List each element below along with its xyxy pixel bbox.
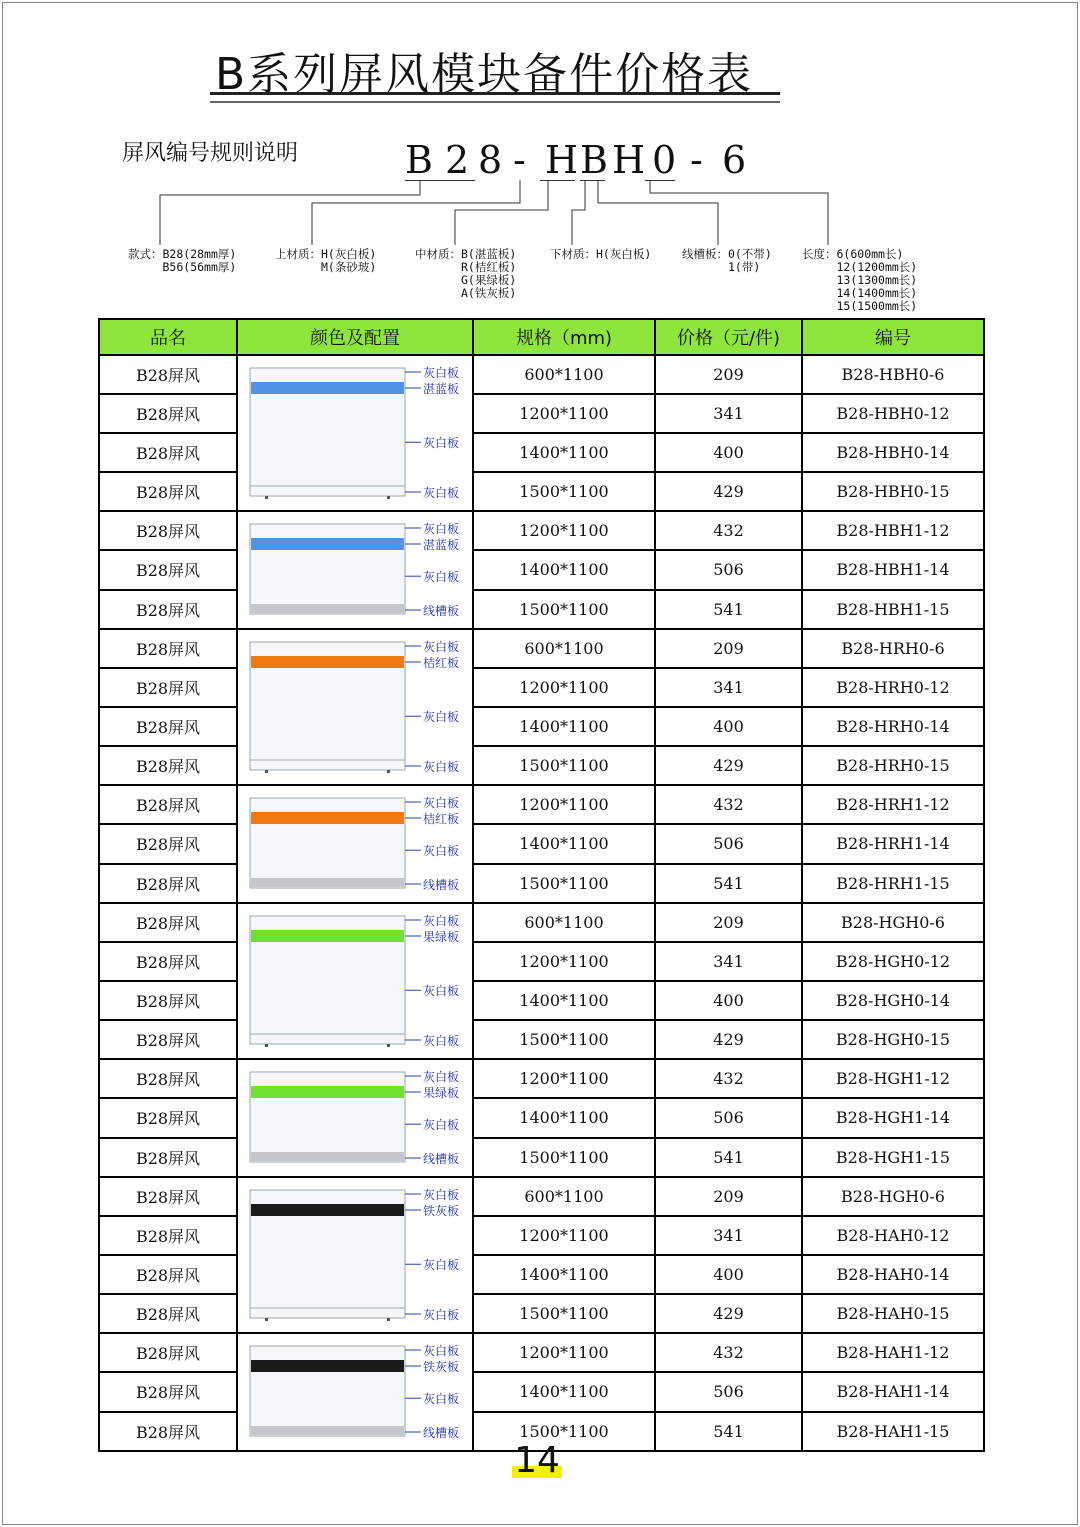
cell-price: 209: [655, 629, 802, 668]
cell-name: B28屏风: [99, 1098, 237, 1137]
cell-price: 400: [655, 433, 802, 472]
panel-label: 灰白板: [423, 640, 460, 654]
panel-label: 线槽板: [423, 1426, 460, 1440]
table-row: [99, 707, 984, 746]
cell-code: B28-HGH0-12: [802, 942, 984, 981]
panel-label: 灰白板: [423, 1392, 460, 1407]
cell-price: 341: [655, 668, 802, 707]
cell-spec: 1500*1100: [473, 1412, 655, 1451]
panel-foot: [387, 496, 390, 499]
table-row: [99, 1098, 984, 1137]
panel-diagram: [238, 1334, 472, 1450]
cell-code: B28-HBH0-15: [802, 472, 984, 511]
cell-price: 541: [655, 1412, 802, 1451]
table-row: [99, 981, 984, 1020]
panel-body: [250, 524, 405, 614]
code-char: 0: [652, 138, 677, 182]
cell-name: B28屏风: [99, 1020, 237, 1059]
cell-name: B28屏风: [99, 1255, 237, 1294]
panel-body: [250, 1346, 405, 1436]
panel-foot: [265, 1044, 268, 1047]
panel-diagram: [238, 512, 472, 628]
cell-name: B28屏风: [99, 1412, 237, 1451]
table-row: [99, 394, 984, 433]
panel-foot: [265, 770, 268, 773]
table-row: [99, 590, 984, 629]
cell-spec: 1400*1100: [473, 1098, 655, 1137]
cell-code: B28-HAH0-14: [802, 1255, 984, 1294]
panel-label: 灰白板: [423, 486, 460, 500]
table-row: [99, 942, 984, 981]
cell-code: B28-HGH0-15: [802, 1020, 984, 1059]
cell-spec: 1500*1100: [473, 590, 655, 629]
cell-price: 429: [655, 472, 802, 511]
cell-code: B28-HBH0-14: [802, 433, 984, 472]
cell-code: B28-HBH1-14: [802, 550, 984, 589]
cell-price: 400: [655, 1255, 802, 1294]
cell-name: B28屏风: [99, 864, 237, 903]
cell-spec: 1500*1100: [473, 746, 655, 785]
panel-label: 果绿板: [423, 1086, 460, 1100]
table-row: [99, 746, 984, 785]
cell-price: 541: [655, 590, 802, 629]
cell-code: B28-HBH0-12: [802, 394, 984, 433]
page-number: [512, 1440, 562, 1480]
panel-middle-band: [251, 382, 404, 394]
cell-price: 506: [655, 824, 802, 863]
cell-name: B28屏风: [99, 1059, 237, 1098]
cell-price: 432: [655, 511, 802, 550]
code-char: -: [513, 138, 526, 182]
cell-name: B28屏风: [99, 981, 237, 1020]
panel-foot: [387, 1044, 390, 1047]
cell-code: B28-HGH1-15: [802, 1138, 984, 1177]
cell-spec: 1200*1100: [473, 394, 655, 433]
cell-spec: 1200*1100: [473, 1059, 655, 1098]
panel-label: 灰白板: [423, 522, 460, 536]
panel-config-cell: [237, 1059, 473, 1177]
panel-label: 灰白板: [423, 570, 460, 585]
code-char: 2: [445, 138, 470, 182]
cell-code: B28-HRH0-14: [802, 707, 984, 746]
cell-code: B28-HAH0-12: [802, 1216, 984, 1255]
panel-label: 灰白板: [423, 760, 460, 774]
cell-spec: 600*1100: [473, 355, 655, 394]
table-row: [99, 824, 984, 863]
panel-config-cell: [237, 355, 473, 511]
table-row: [99, 864, 984, 903]
cell-name: B28屏风: [99, 590, 237, 629]
panel-body: [250, 798, 405, 888]
cell-spec: 1400*1100: [473, 1255, 655, 1294]
panel-trough: [251, 604, 404, 613]
cell-spec: 1500*1100: [473, 1138, 655, 1177]
cell-code: B28-HAH1-14: [802, 1372, 984, 1411]
cell-price: 506: [655, 550, 802, 589]
panel-trough: [251, 1152, 404, 1161]
panel-label: 灰白板: [423, 366, 460, 380]
panel-label: 灰白板: [423, 1034, 460, 1048]
cell-code: B28-HRH0-6: [802, 629, 984, 668]
panel-foot: [387, 770, 390, 773]
cell-name: B28屏风: [99, 903, 237, 942]
panel-label: 灰白板: [423, 844, 460, 859]
table-row: [99, 1255, 984, 1294]
table-row: [99, 1020, 984, 1059]
cell-name: B28屏风: [99, 668, 237, 707]
panel-diagram: [238, 1178, 472, 1332]
panel-label: 灰白板: [423, 1188, 460, 1202]
legend-item: 款式：B28(28mm厚) B56(56mm厚): [128, 247, 237, 274]
panel-trough: [251, 878, 404, 887]
panel-label: 灰白板: [423, 710, 460, 725]
table-row: [99, 1138, 984, 1177]
panel-config-cell: [237, 1177, 473, 1333]
legend-item: 中材质：B(湛蓝板) R(桔红板) G(果绿板) A(铁灰板): [415, 247, 517, 300]
header-price: 价格（元/件): [655, 319, 802, 355]
panel-body: [250, 1072, 405, 1162]
cell-price: 541: [655, 1138, 802, 1177]
panel-config-cell: [237, 903, 473, 1059]
cell-spec: 1500*1100: [473, 1294, 655, 1333]
cell-price: 209: [655, 1177, 802, 1216]
panel-label: 线槽板: [423, 878, 460, 892]
panel-label: 果绿板: [423, 930, 460, 944]
cell-spec: 1400*1100: [473, 981, 655, 1020]
cell-spec: 1500*1100: [473, 1020, 655, 1059]
cell-price: 429: [655, 746, 802, 785]
cell-price: 432: [655, 785, 802, 824]
cell-code: B28-HGH0-14: [802, 981, 984, 1020]
cell-spec: 1500*1100: [473, 472, 655, 511]
table-row: [99, 550, 984, 589]
cell-code: B28-HAH1-12: [802, 1333, 984, 1372]
cell-name: B28屏风: [99, 1294, 237, 1333]
panel-diagram: [238, 786, 472, 902]
code-char: -: [690, 138, 703, 182]
panel-label: 灰白板: [423, 1308, 460, 1322]
cell-price: 341: [655, 1216, 802, 1255]
table-row: [99, 903, 984, 942]
cell-name: B28屏风: [99, 550, 237, 589]
table-row: [99, 629, 984, 668]
panel-label: 桔红板: [423, 812, 460, 826]
panel-label: 灰白板: [423, 1258, 460, 1273]
legend-item: 线槽板：0(不带) 1(带): [682, 247, 772, 274]
panel-foot: [387, 1318, 390, 1321]
cell-price: 541: [655, 864, 802, 903]
cell-name: B28屏风: [99, 394, 237, 433]
cell-name: B28屏风: [99, 942, 237, 981]
page-title: B系列屏风模块备件价格表: [215, 49, 754, 100]
table-row: [99, 511, 984, 550]
cell-code: B28-HBH1-15: [802, 590, 984, 629]
panel-middle-band: [251, 930, 404, 942]
cell-spec: 600*1100: [473, 629, 655, 668]
table-row: [99, 433, 984, 472]
cell-price: 400: [655, 707, 802, 746]
cell-name: B28屏风: [99, 433, 237, 472]
panel-config-cell: [237, 511, 473, 629]
cell-name: B28屏风: [99, 707, 237, 746]
panel-label: 铁灰板: [423, 1204, 460, 1218]
panel-diagram: [238, 356, 472, 510]
cell-name: B28屏风: [99, 1372, 237, 1411]
cell-code: B28-HAH0-15: [802, 1294, 984, 1333]
table-row: [99, 1333, 984, 1372]
cell-spec: 1400*1100: [473, 824, 655, 863]
panel-trough: [251, 1426, 404, 1435]
cell-price: 341: [655, 942, 802, 981]
cell-spec: 1200*1100: [473, 785, 655, 824]
legend-item: 下材质：H(灰白板): [550, 247, 652, 261]
panel-label: 铁灰板: [423, 1360, 460, 1374]
panel-label: 线槽板: [423, 604, 460, 618]
table-row: [99, 1216, 984, 1255]
cell-code: B28-HRH0-15: [802, 746, 984, 785]
header-spec: 规格（mm): [473, 319, 655, 355]
panel-middle-band: [251, 538, 404, 550]
price-table: [98, 318, 985, 1452]
code-char: H: [545, 138, 579, 182]
cell-name: B28屏风: [99, 472, 237, 511]
header-code: 编号: [802, 319, 984, 355]
panel-label: 灰白板: [423, 1118, 460, 1133]
legend-item: 长度：6(600mm长) 12(1200mm长) 13(1300mm长) 14(1400mm长) 15(1500mm长): [802, 247, 918, 313]
table-row: [99, 355, 984, 394]
cell-code: B28-HBH1-12: [802, 511, 984, 550]
table-row: [99, 1372, 984, 1411]
cell-price: 432: [655, 1059, 802, 1098]
panel-label: 桔红板: [423, 656, 460, 670]
panel-middle-band: [251, 1204, 404, 1216]
code-char: B: [405, 138, 433, 182]
table-header-row: [99, 319, 984, 355]
cell-price: 429: [655, 1294, 802, 1333]
cell-price: 506: [655, 1372, 802, 1411]
panel-config-cell: [237, 785, 473, 903]
cell-name: B28屏风: [99, 355, 237, 394]
panel-config-cell: [237, 629, 473, 785]
table-row: [99, 472, 984, 511]
cell-spec: 1200*1100: [473, 511, 655, 550]
cell-price: 341: [655, 394, 802, 433]
cell-name: B28屏风: [99, 1177, 237, 1216]
code-rule-heading: 屏风编号规则说明: [122, 141, 299, 166]
cell-price: 432: [655, 1333, 802, 1372]
panel-middle-band: [251, 812, 404, 824]
cell-name: B28屏风: [99, 746, 237, 785]
cell-price: 506: [655, 1098, 802, 1137]
cell-spec: 1200*1100: [473, 942, 655, 981]
cell-code: B28-HAH1-15: [802, 1412, 984, 1451]
panel-middle-band: [251, 1360, 404, 1372]
panel-diagram: [238, 630, 472, 784]
panel-foot: [265, 1318, 268, 1321]
legend-item: 上材质：H(灰白板) M(条砂玻): [275, 247, 377, 274]
cell-code: B28-HGH0-6: [802, 1177, 984, 1216]
table-row: [99, 1177, 984, 1216]
cell-spec: 1400*1100: [473, 433, 655, 472]
cell-name: B28屏风: [99, 1216, 237, 1255]
cell-name: B28屏风: [99, 511, 237, 550]
panel-label: 湛蓝板: [423, 382, 460, 396]
cell-spec: 1400*1100: [473, 550, 655, 589]
cell-price: 209: [655, 903, 802, 942]
cell-spec: 1200*1100: [473, 1333, 655, 1372]
cell-code: B28-HBH0-6: [802, 355, 984, 394]
cell-spec: 1500*1100: [473, 864, 655, 903]
cell-code: B28-HRH1-14: [802, 824, 984, 863]
cell-code: B28-HRH0-12: [802, 668, 984, 707]
panel-diagram: [238, 1060, 472, 1176]
panel-label: 灰白板: [423, 914, 460, 928]
cell-code: B28-HRH1-15: [802, 864, 984, 903]
cell-spec: 600*1100: [473, 903, 655, 942]
panel-diagram: [238, 904, 472, 1058]
cell-price: 429: [655, 1020, 802, 1059]
cell-name: B28屏风: [99, 824, 237, 863]
cell-spec: 1400*1100: [473, 1372, 655, 1411]
panel-label: 湛蓝板: [423, 538, 460, 552]
cell-name: B28屏风: [99, 785, 237, 824]
cell-code: B28-HGH1-12: [802, 1059, 984, 1098]
table-row: [99, 1059, 984, 1098]
cell-spec: 600*1100: [473, 1177, 655, 1216]
cell-name: B28屏风: [99, 1333, 237, 1372]
code-char: 6: [722, 138, 747, 182]
cell-code: B28-HGH1-14: [802, 1098, 984, 1137]
panel-label: 线槽板: [423, 1152, 460, 1166]
panel-label: 灰白板: [423, 1070, 460, 1084]
cell-code: B28-HGH0-6: [802, 903, 984, 942]
panel-label: 灰白板: [423, 436, 460, 451]
panel-config-cell: [237, 1333, 473, 1451]
table-row: [99, 1294, 984, 1333]
panel-foot: [265, 496, 268, 499]
header-name: 品名: [99, 319, 237, 355]
panel-label: 灰白板: [423, 1344, 460, 1358]
cell-name: B28屏风: [99, 1138, 237, 1177]
cell-price: 400: [655, 981, 802, 1020]
code-char: 8: [478, 138, 503, 182]
code-char: H: [612, 138, 646, 182]
cell-code: B28-HRH1-12: [802, 785, 984, 824]
cell-price: 209: [655, 355, 802, 394]
panel-middle-band: [251, 656, 404, 668]
cell-spec: 1200*1100: [473, 668, 655, 707]
header-config: 颜色及配置: [237, 319, 473, 355]
panel-middle-band: [251, 1086, 404, 1098]
cell-spec: 1400*1100: [473, 707, 655, 746]
code-char: B: [580, 138, 608, 182]
page-number-text: 14: [514, 1440, 560, 1481]
table-row: [99, 785, 984, 824]
panel-label: 灰白板: [423, 796, 460, 810]
panel-label: 灰白板: [423, 984, 460, 999]
table-row: [99, 668, 984, 707]
cell-spec: 1200*1100: [473, 1216, 655, 1255]
cell-name: B28屏风: [99, 629, 237, 668]
